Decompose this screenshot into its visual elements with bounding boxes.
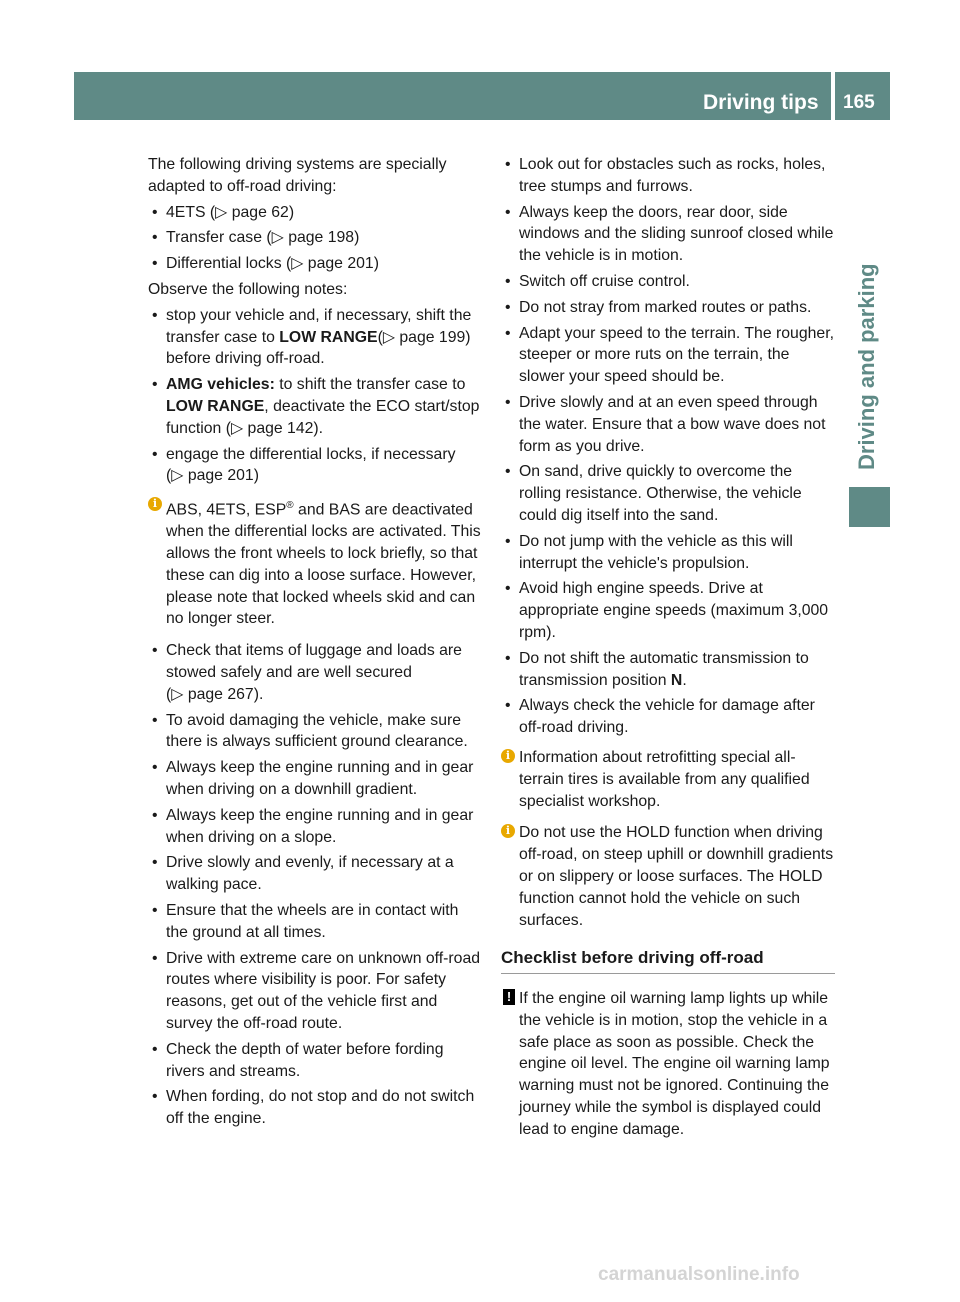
header-divider xyxy=(831,72,835,120)
list-item: • engage the differential locks, if necessary (▷ page 201) xyxy=(148,444,482,488)
list-item: • Do not shift the automatic transmission to transmission position N. xyxy=(501,648,835,692)
ref-arrow-icon: ▷ xyxy=(171,467,184,485)
list-item: • Drive with extreme care on unknown off-road routes where visibility is poor. For safety reasons, get out of the vehicle first and survey the off-road route. xyxy=(148,948,482,1035)
list-item: • Drive slowly and evenly, if necessary at a walking pace. xyxy=(148,852,482,896)
info-icon: i xyxy=(501,749,515,763)
list-item: • Adapt your speed to the terrain. The rougher, steeper or more ruts on the terrain, the slower your speed should be. xyxy=(501,323,835,388)
info-note: i Do not use the HOLD function when driving off-road, on steep uphill or downhill gradients or on slippery or loose surfaces. The HOLD function cannot hold the vehicle on such surfaces. xyxy=(501,822,835,931)
page-ref[interactable]: ▷ page 62 xyxy=(215,203,289,221)
list-item: • Do not stray from marked routes or paths. xyxy=(501,297,835,319)
page-number: 165 xyxy=(843,92,875,113)
list-item: • Check that items of luggage and loads are stowed safely and are well secured (▷ page 267). xyxy=(148,640,482,705)
page-ref[interactable]: ▷ page 198 xyxy=(271,229,355,247)
observe-text: Observe the following notes: xyxy=(148,280,348,298)
intro-text: The following driving systems are specially adapted to off-road driving: xyxy=(148,156,447,195)
list-item: • When fording, do not stop and do not switch off the engine. xyxy=(148,1086,482,1130)
list-item: • Check the depth of water before fording rivers and streams. xyxy=(148,1039,482,1083)
right-column xyxy=(501,154,835,1151)
warning-note: ! If the engine oil warning lamp lights up while the vehicle is in motion, stop the vehicle in a safe place as soon as possible. Check the engine oil level. The engine oil warning lamp warning must not be ignored. Continuing the journey while the symbol is displayed could lead to engine damage. xyxy=(501,988,835,1141)
info-icon: i xyxy=(148,497,162,511)
list-item: • Always keep the doors, rear door, side windows and the sliding sunroof closed while the vehicle is in motion. xyxy=(501,202,835,267)
list-item: • Do not jump with the vehicle as this will interrupt the vehicle's propulsion. xyxy=(501,531,835,575)
info-note: i Information about retrofitting special all-terrain tires is available from any qualified specialist workshop. xyxy=(501,747,835,812)
watermark: carmanualsonline.info xyxy=(598,1264,800,1285)
list-item: • To avoid damaging the vehicle, make sure there is always sufficient ground clearance. xyxy=(148,710,482,754)
left-column xyxy=(148,154,482,1134)
list-item: • AMG vehicles: to shift the transfer case to LOW RANGE, deactivate the ECO start/stop function (▷ page 142). xyxy=(148,374,482,439)
ref-arrow-icon: ▷ xyxy=(271,229,284,247)
list-item: • On sand, drive quickly to overcome the rolling resistance. Otherwise, the vehicle could dig itself into the sand. xyxy=(501,461,835,526)
list-item: • stop your vehicle and, if necessary, shift the transfer case to LOW RANGE(▷ page 199) before driving off-road. xyxy=(148,305,482,370)
warning-icon: ! xyxy=(503,989,515,1005)
list-item: • Drive slowly and at an even speed through the water. Ensure that a bow wave does not form as you drive. xyxy=(501,392,835,457)
list-item: • Ensure that the wheels are in contact with the ground at all times. xyxy=(148,900,482,944)
list-item: • Avoid high engine speeds. Drive at appropriate engine speeds (maximum 3,000 rpm). xyxy=(501,578,835,643)
page-ref[interactable]: ▷ page 201 xyxy=(171,467,254,485)
ref-arrow-icon: ▷ xyxy=(171,685,184,703)
list-item: • Always keep the engine running and in gear when driving on a slope. xyxy=(148,805,482,849)
list-item: • Transfer case (▷ page 198) xyxy=(148,227,482,249)
ref-arrow-icon: ▷ xyxy=(215,203,228,221)
page-ref[interactable]: ▷ page 199 xyxy=(382,328,466,346)
list-item: • Look out for obstacles such as rocks, holes, tree stumps and furrows. xyxy=(501,154,835,198)
list-item: • Switch off cruise control. xyxy=(501,271,835,293)
page-ref[interactable]: ▷ page 267 xyxy=(171,685,254,703)
list-item: • Always check the vehicle for damage after off-road driving. xyxy=(501,695,835,739)
page-ref[interactable]: ▷ page 201 xyxy=(291,255,374,273)
list-item: • Differential locks (▷ page 201) xyxy=(148,253,482,275)
ref-arrow-icon: ▷ xyxy=(291,255,304,273)
section-side-label: Driving and parking xyxy=(854,263,879,470)
list-item: • 4ETS (▷ page 62) xyxy=(148,202,482,224)
list-item: • Always keep the engine running and in gear when driving on a downhill gradient. xyxy=(148,757,482,801)
info-note: i ABS, 4ETS, ESP® and BAS are deactivated when the differential locks are activated. This allows the front wheels to lock briefly, so that these can dig into a loose surface. However, please note that locked wheels skid and can no longer steer. xyxy=(148,495,482,630)
page-title: Driving tips xyxy=(703,91,819,114)
ref-arrow-icon: ▷ xyxy=(382,328,395,346)
section-heading: Checklist before driving off-road xyxy=(501,947,835,974)
page-ref[interactable]: ▷ page 142 xyxy=(230,419,314,437)
side-tab-marker xyxy=(849,487,890,527)
ref-arrow-icon: ▷ xyxy=(230,419,244,437)
info-icon: i xyxy=(501,824,515,838)
